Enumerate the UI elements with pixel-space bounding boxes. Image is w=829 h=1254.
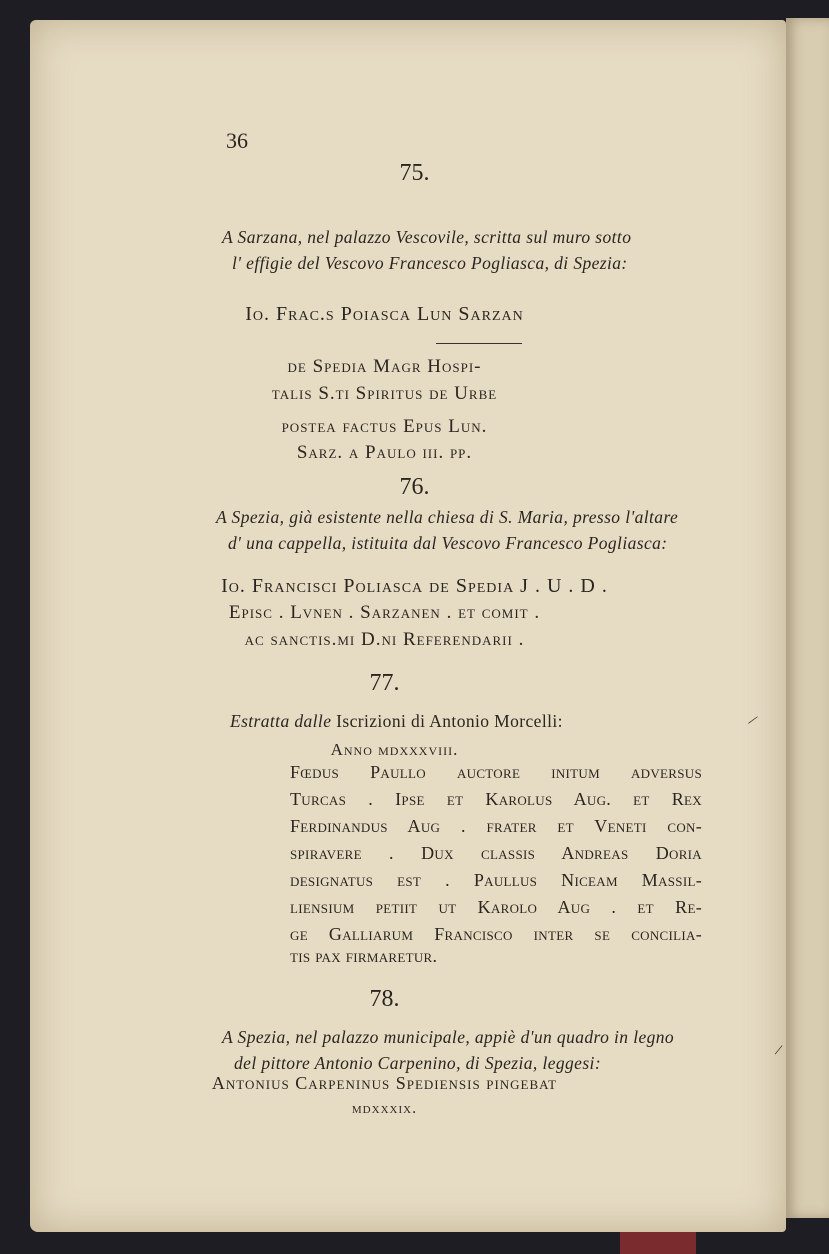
entry-76-number: 76. xyxy=(399,474,430,500)
entry-77-inscription-line-2: Turcas . Ipse et Karolus Aug. et Rex xyxy=(290,789,702,809)
pencil-mark: / xyxy=(773,1041,784,1060)
entry-76-intro-line-2: d' una cappella, istituita dal Vescovo Francesco Pogliasca: xyxy=(228,533,668,553)
entry-77-inscription-line-4: spiravere . Dux classis Andreas Doria xyxy=(290,843,702,863)
entry-75-inscription-line-2: de Spedia Magr Hospi- xyxy=(287,356,482,377)
entry-77-intro-italic: Estratta dalle xyxy=(230,711,332,731)
entry-77-inscription-line-3: Ferdinandus Aug . frater et Veneti con- xyxy=(290,816,702,836)
entry-78-inscription-line-2: mdxxxix. xyxy=(351,1100,418,1117)
entry-77-inscription-line-6: liensium petiit ut Karolo Aug . et Re- xyxy=(290,897,702,917)
entry-78-intro-line-1: A Spezia, nel palazzo municipale, appiè d'un quadro in legno xyxy=(222,1027,675,1047)
entry-78-inscription-line-1: Antonius Carpeninus Spediensis pingebat xyxy=(211,1073,558,1093)
entry-76-inscription-line-1: Io. Francisci Poliasca de Spedia J . U . D . xyxy=(221,575,608,597)
entry-77-intro xyxy=(230,706,563,736)
entry-76-inscription-line-2: Episc . Lvnen . Sarzanen . et comit . xyxy=(228,602,541,623)
pencil-mark: / xyxy=(745,712,760,729)
entry-76-inscription-line-3: ac sanctis.mi D.ni Referendarii . xyxy=(244,629,525,650)
entry-75-inscription-line-1: Io. Frac.s Poiasca Lun Sarzan xyxy=(245,303,524,325)
entry-77-inscription-line-8: tis pax firmaretur. xyxy=(290,946,438,966)
entry-77-number: 77. xyxy=(369,670,400,696)
entry-78-number: 78. xyxy=(369,986,400,1012)
entry-75-number: 75. xyxy=(399,160,430,186)
entry-78-intro-line-2: del pittore Antonio Carpenino, di Spezia, leggesi: xyxy=(234,1053,602,1073)
entry-76-intro-line-1: A Spezia, già esistente nella chiesa di S. Maria, presso l'altare xyxy=(216,507,679,527)
entry-75-inscription-line-3: talis S.ti Spiritus de Urbe xyxy=(271,383,498,404)
entry-75-inscription-line-5: Sarz. a Paulo iii. pp. xyxy=(296,442,473,463)
entry-75-intro-line-2: l' effigie del Vescovo Francesco Pogliasca, di Spezia: xyxy=(232,253,628,273)
entry-75-intro-line-1: A Sarzana, nel palazzo Vescovile, scritta sul muro sotto xyxy=(222,227,632,247)
entry-77-inscription-line-5: designatus est . Paullus Niceam Massil- xyxy=(290,870,702,890)
page-number: 36 xyxy=(226,128,248,153)
entry-77-inscription-title: Anno mdxxxviii. xyxy=(330,740,459,759)
entry-77-intro-upright: Iscrizioni di Antonio Morcelli: xyxy=(336,711,563,731)
entry-75-inscription-line-4: postea factus Epus Lun. xyxy=(281,416,488,437)
entry-77-inscription-line-1: Fœdus Paullo auctore initum adversus xyxy=(290,762,702,782)
entry-77-inscription-line-7: ge Galliarum Francisco inter se concilia- xyxy=(290,924,702,944)
entry-75-rule xyxy=(436,343,522,344)
